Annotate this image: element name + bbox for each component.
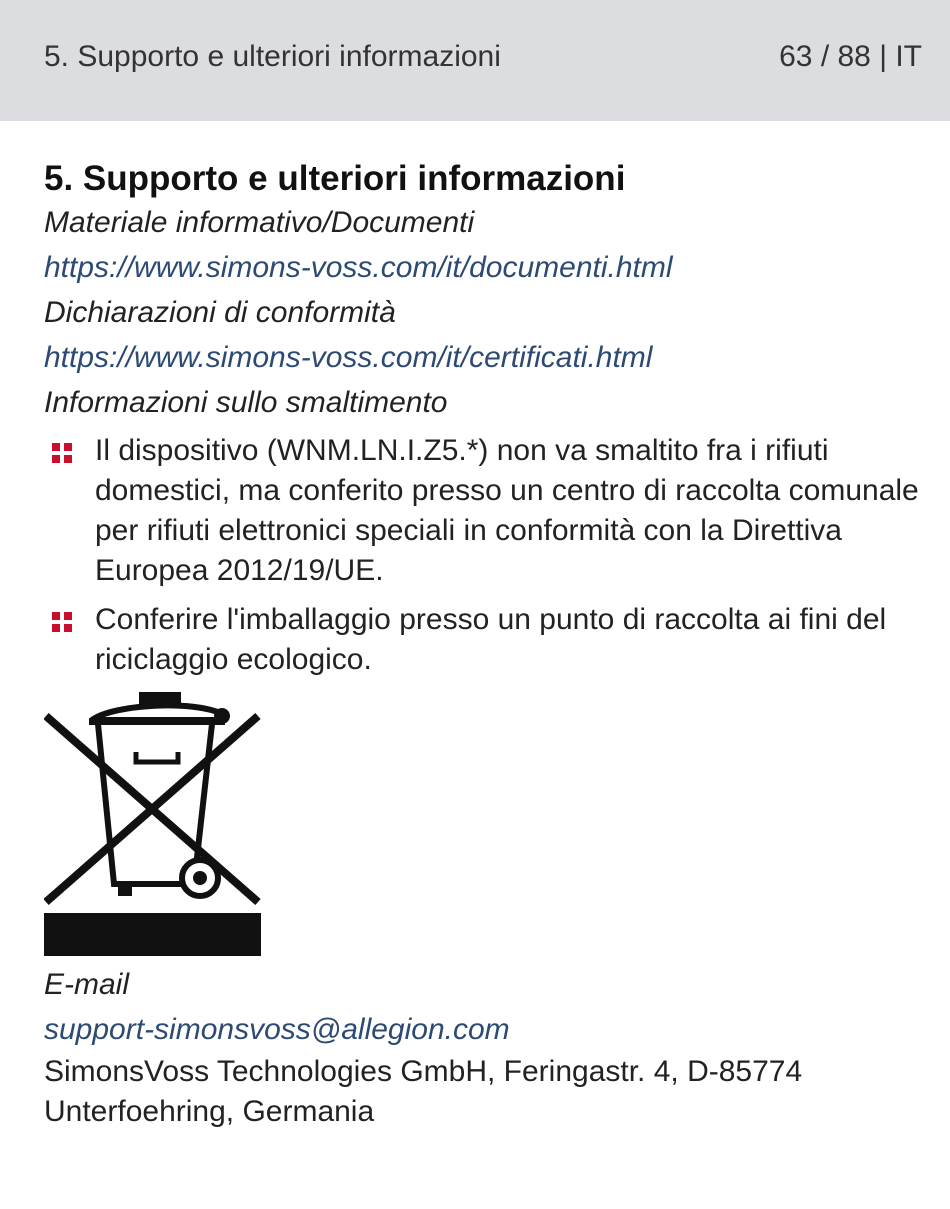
crossed-out-wheelie-bin-icon	[44, 692, 261, 907]
email-label: E-mail	[44, 968, 130, 1001]
page-header	[0, 0, 950, 121]
weee-symbol	[44, 692, 924, 956]
main-content	[44, 158, 924, 1132]
disposal-label: Informazioni sullo smaltimento	[44, 386, 448, 419]
header-page-info: 63 / 88 | IT	[779, 40, 922, 73]
list-item-text: Conferire l'imballaggio presso un punto di raccolta ai fini del riciclaggio ecologico.	[95, 603, 887, 676]
company-address: SimonsVoss Technologies GmbH, Feringastr. 4, D-85774 Unterfoehring, Germania	[44, 1055, 803, 1128]
list-item	[44, 431, 924, 591]
red-four-squares-icon	[52, 612, 72, 632]
conformity-link[interactable]: https://www.simons-voss.com/it/certificati.html	[44, 341, 653, 374]
list-item	[44, 600, 924, 680]
disposal-list	[44, 431, 924, 680]
red-four-squares-icon	[52, 443, 72, 463]
email-link[interactable]: support-simonsvoss@allegion.com	[44, 1013, 510, 1046]
section-title: 5. Supporto e ulteriori informazioni	[44, 159, 626, 198]
list-item-text: Il dispositivo (WNM.LN.I.Z5.*) non va smaltito fra i rifiuti domestici, ma conferito presso un centro di raccolta comunale per rifiuti elettronici speciali in conformità con la Direttiva Europea 2012/19/UE.	[95, 434, 919, 587]
weee-bar	[44, 913, 261, 956]
docs-link[interactable]: https://www.simons-voss.com/it/documenti.html	[44, 251, 673, 284]
header-title: 5. Supporto e ulteriori informazioni	[44, 40, 501, 73]
conformity-label: Dichiarazioni di conformità	[44, 296, 396, 329]
docs-label: Materiale informativo/Documenti	[44, 206, 475, 239]
